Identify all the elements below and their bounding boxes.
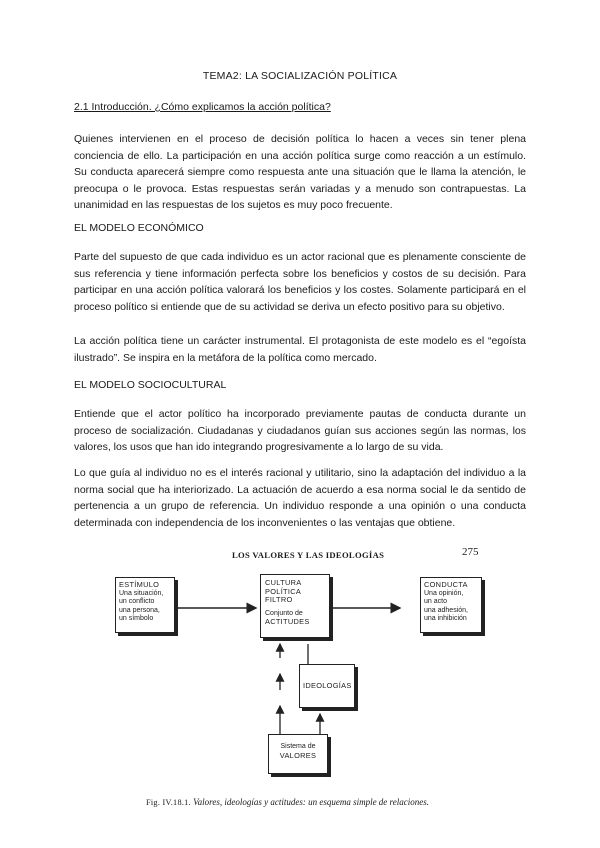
intro-heading: 2.1 Introducción. ¿Cómo explicamos la acción política? xyxy=(74,101,331,113)
valores-line: VALORES xyxy=(279,750,317,760)
economic-model-heading: EL MODELO ECONÓMICO xyxy=(74,222,204,234)
cultura-line: CULTURA xyxy=(265,578,302,587)
estimulo-line: un conflicto xyxy=(119,598,155,606)
page-title: TEMA2: LA SOCIALIZACIÓN POLÍTICA xyxy=(202,70,398,82)
estimulo-title: ESTÍMULO xyxy=(119,580,160,589)
conducta-title: CONDUCTA xyxy=(424,580,468,589)
sociocultural-paragraph-2: Lo que guía al individuo no es el interés racional y utilitario, sino la adaptación del individuo a la norma social que ha interiorizado. La actuación de acuerdo a esa norma social le da sentido de pertenencia a un grupo de referencia. Un individuo responde a una opinión o una conducta determinada con independencia de los inconvenientes o las ventajas que obtiene. xyxy=(74,467,526,529)
conducta-line: una inhibición xyxy=(424,615,467,623)
sociocultural-model-heading: EL MODELO SOCIOCULTURAL xyxy=(74,379,227,391)
economic-paragraph-1: Parte del supuesto de que cada individuo es un actor racional que es plenamente consciente de sus referencia y tiene información perfecta sobre los beneficios y costos de su decisión. Para participar en una acción política valorará los beneficios y los costes. Solamente participará en el proceso político si entiende que de su actividad se deriva un efecto positivo para su objetivo. xyxy=(74,251,526,313)
figure-values-ideologies xyxy=(70,546,530,826)
conducta-line: un acto xyxy=(424,598,447,606)
economic-paragraph-2: La acción política tiene un carácter instrumental. El protagonista de este modelo es el “egoísta ilustrado”. Se inspira en la metáfora de la política como mercado. xyxy=(74,335,526,364)
ideologias-label: IDEOLOGÍAS xyxy=(303,681,352,690)
figure-caption-label: Fig. IV.18.1. xyxy=(146,798,191,807)
sociocultural-paragraph-1: Entiende que el actor político ha incorporado previamente pautas de conducta durante un proceso de socialización. Ciudadanas y ciudadanos guían sus acciones según las normas, los valores, los usos que han ido integrando progresivamente a lo largo de su vida. xyxy=(74,408,526,454)
figure-page-number: 275 xyxy=(462,546,479,558)
figure-running-header: LOS VALORES Y LAS IDEOLOGÍAS xyxy=(232,550,385,560)
cultura-subline: Conjunto de xyxy=(265,609,303,617)
conducta-line: Una opinión, xyxy=(424,589,464,597)
estimulo-line: una persona, xyxy=(119,606,160,614)
estimulo-line: Una situación, xyxy=(119,589,164,597)
figure-caption-text: Valores, ideologías y actitudes: un esquema simple de relaciones. xyxy=(193,797,429,807)
cultura-subline: ACTITUDES xyxy=(265,617,310,627)
intro-paragraph: Quienes intervienen en el proceso de decisión política lo hacen a veces sin tener plena conciencia de ello. La participación en una acción política surge como reacción a un estímulo. Su conducta aparecerá siempre como respuesta ante una situación que le llama la atención, le preocupa o le provoca. Estas respuestas serán variadas y a menudo son contrapuestas. La unanimidad en las respuestas de los sujetos es muy poco frecuente. xyxy=(74,133,526,212)
cultura-line: POLÍTICA xyxy=(265,586,302,596)
conducta-line: una adhesión, xyxy=(424,606,468,614)
valores-line: Sistema de xyxy=(280,743,316,750)
cultura-line: FILTRO xyxy=(265,595,293,605)
estimulo-line: un símbolo xyxy=(119,615,154,623)
figure-caption xyxy=(146,797,429,807)
